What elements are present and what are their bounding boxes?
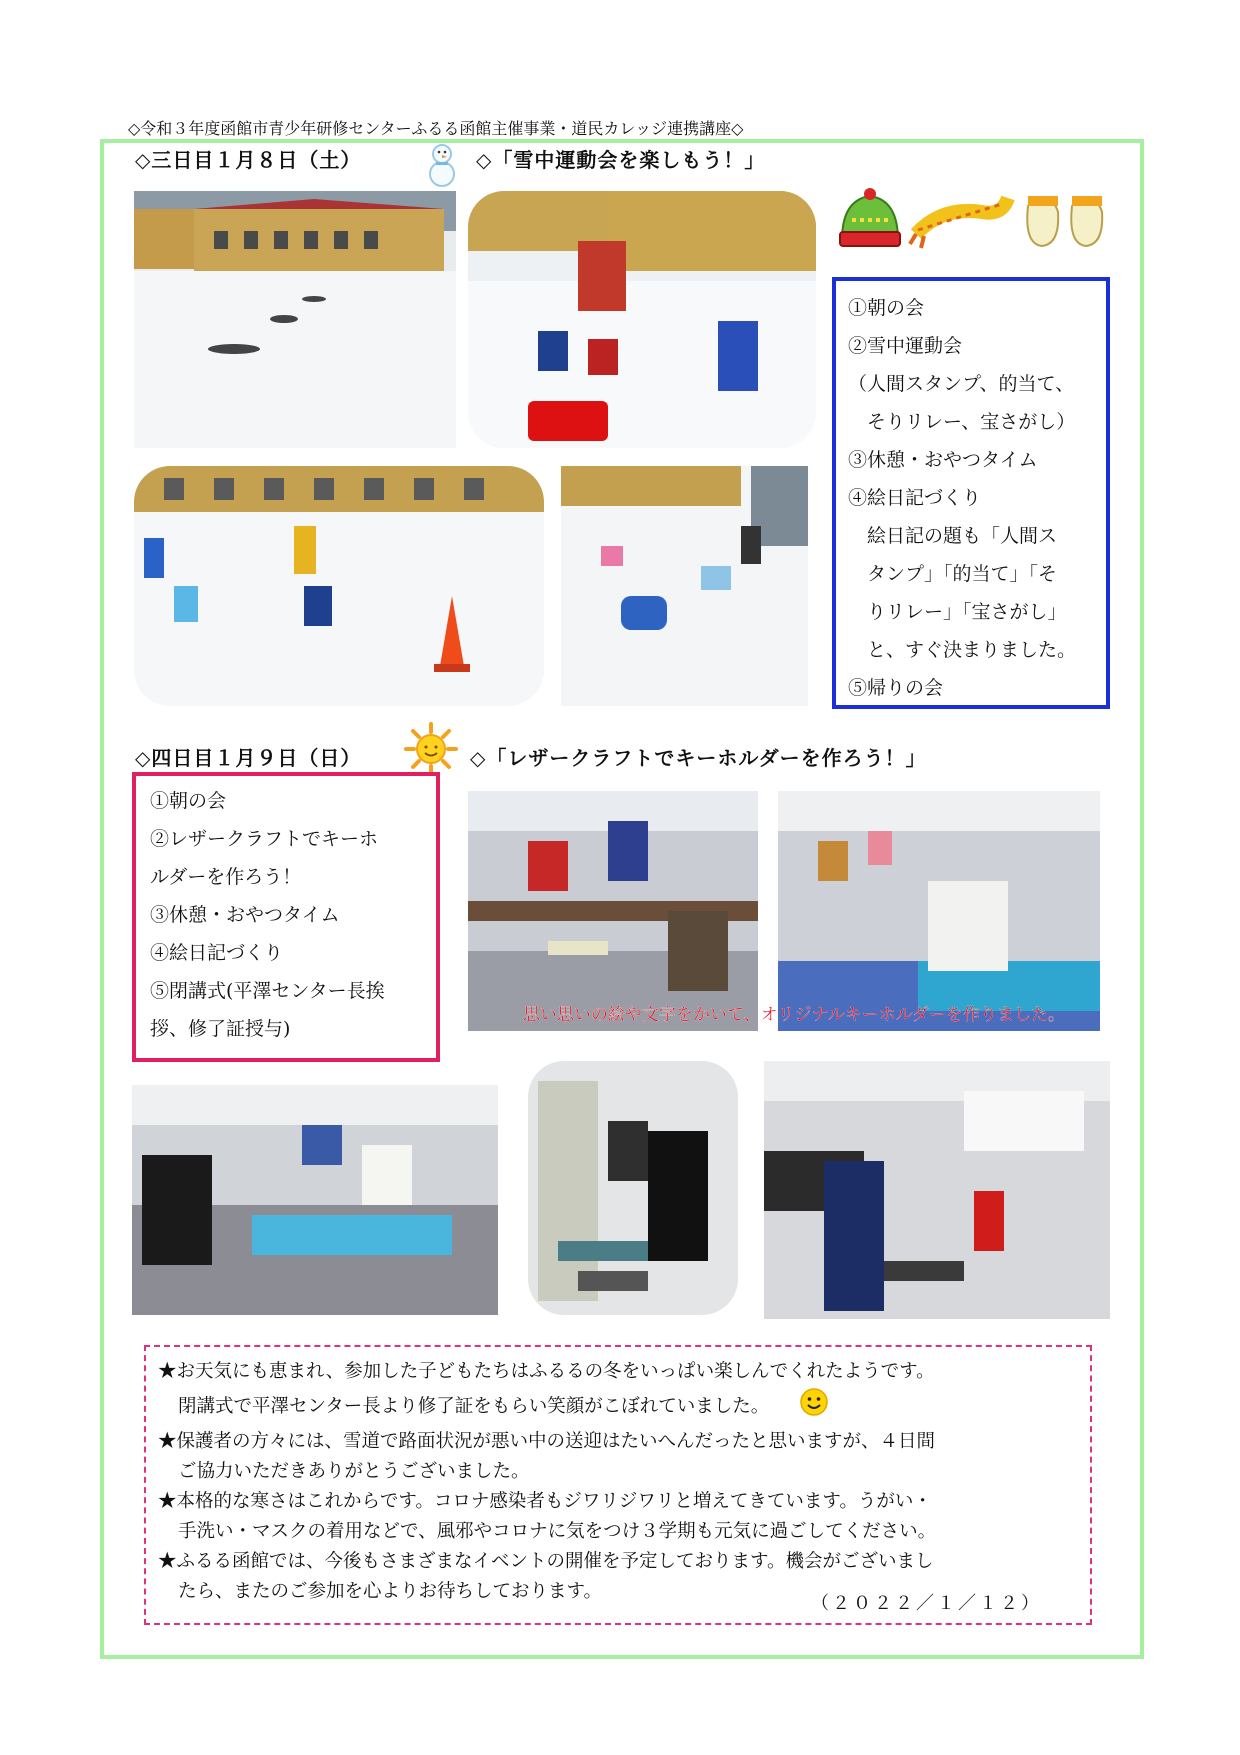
day4-schedule-item: ①朝の会 [150,790,227,812]
day3-schedule-box [832,277,1110,709]
craft-photo-caption: 思い思いの絵や文字をかいて、オリジナルキーホルダーを作りました。 [522,1005,1066,1025]
photo-leather-press [528,1061,738,1315]
day4-title-event: ◇「レザークラフトでキーホルダーを作ろう！」 [470,746,927,770]
day4-title-date: ◇四日目１月９日（日） [135,746,362,770]
day3-schedule-item: そりリレー、宝さがし） [848,411,1076,433]
day3-schedule-item: りリレー」「宝さがし」 [848,601,1067,623]
note-line: ★本格的な寒さはこれからです。コロナ感染者もジワリジワリと増えてきています。うがい・ [158,1491,932,1512]
note-line: 手洗い・マスクの着用などで、風邪やコロナに気をつけ３学期も元気に過ごしてください。 [178,1521,937,1542]
note-line-text: 閉講式で平澤センター長より修了証をもらい笑顔がこぼれていました。 [178,1396,770,1417]
note-line: ★お天気にも恵まれ、参加した子どもたちはふるるの冬をいっぱい楽しんでくれたようです。 [158,1361,935,1382]
photo-classroom-1 [468,791,758,1031]
photo-classroom-2 [778,791,1100,1031]
photo-target-game [468,191,816,448]
day3-title-date: ◇三日目１月８日（土） [135,148,362,172]
photo-certificate [764,1061,1110,1319]
day4-schedule-item: ③休憩・おやつタイム [150,904,340,926]
snowman-icon [420,138,464,188]
day4-schedule-box [132,772,440,1062]
note-line: たら、またのご参加を心よりお待ちしております。 [178,1581,603,1602]
smiley-icon [799,1387,829,1427]
day3-schedule-item: ⑤帰りの会 [848,677,944,699]
day3-schedule-item: 絵日記の題も「人間ス [848,525,1058,547]
day3-schedule-item: ②雪中運動会 [848,335,963,357]
closing-notes-box [144,1345,1092,1625]
note-line [158,1387,1084,1427]
photo-treasure-hunt [561,466,808,706]
note-line: ご協力いただきありがとうございました。 [178,1461,530,1482]
sun-icon [404,722,458,776]
day3-schedule-item: と、すぐ決まりました。 [848,639,1077,661]
photo-sled-relay [134,466,544,706]
day4-schedule-item: ⑤閉講式(平澤センター長挨 [150,980,385,1002]
photo-snow-stamp [134,191,456,448]
day4-schedule-item: 拶、修了証授与) [150,1018,291,1040]
note-line: ★保護者の方々には、雪道で路面状況が悪い中の送迎はたいへんだったと思いますが、４日間 [158,1431,936,1452]
note-line: ★ふるる函館では、今後もさまざまなイベントの開催を予定しております。機会がございまし [158,1551,934,1572]
day3-schedule-item: タンプ」「的当て」「そ [848,563,1058,585]
day3-schedule-item: ①朝の会 [848,297,925,319]
winter-clothing-icon [832,186,1110,252]
issue-date: （２０２２／１／１２） [811,1593,1042,1614]
photo-classroom-3 [132,1085,498,1315]
day3-schedule-item: ③休憩・おやつタイム [848,449,1038,471]
day3-schedule-item: ④絵日記づくり [848,487,982,509]
day4-schedule-item: ルダーを作ろう！ [150,866,302,888]
header-line: ◇令和３年度函館市青少年研修センターふるる函館主催事業・道民カレッジ連携講座◇ [128,119,744,138]
day4-schedule-item: ②レザークラフトでキーホ [150,828,379,850]
day3-title-event: ◇「雪中運動会を楽しもう！」 [476,148,766,172]
day4-schedule-item: ④絵日記づくり [150,942,284,964]
day3-schedule-item: （人間スタンプ、的当て、 [848,373,1075,395]
